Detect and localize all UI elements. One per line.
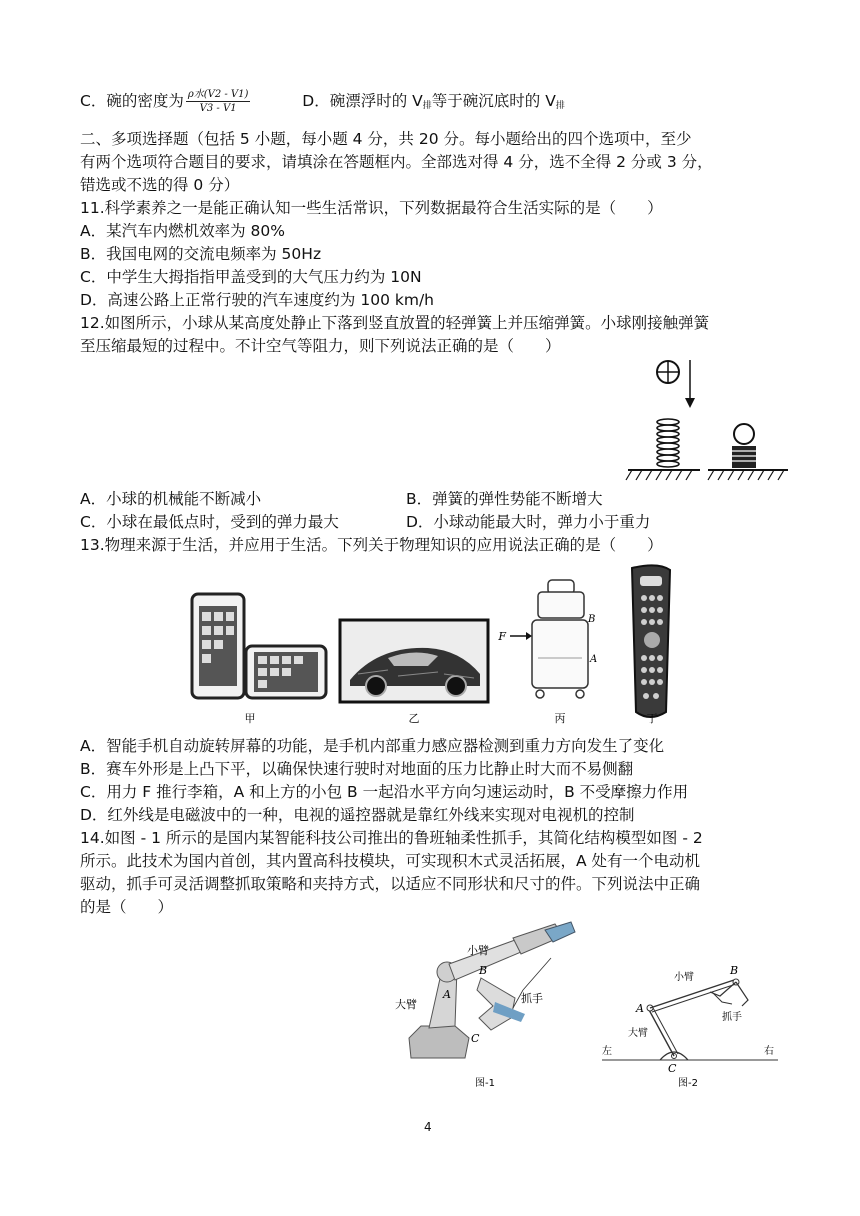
phones-figure <box>192 594 326 698</box>
q10-option-c-d <box>80 88 565 117</box>
fig1-point-b: B <box>479 964 488 977</box>
q12-options-ab <box>80 488 261 510</box>
q13-option-d: D．红外线是电磁波中的一种，电视的遥控器就是靠红外线来实现对电视机的控制 <box>80 806 635 824</box>
section2-heading-line2: 有两个选项符合题目的要求，请填涂在答题框内。全部选对得 4 分，选不全得 2 分或 3 分， <box>80 153 713 171</box>
figure-label-jia: 甲 <box>244 712 256 725</box>
remote-control-figure <box>632 565 670 717</box>
robot-arm-photo-figure <box>395 918 595 1094</box>
q10-option-d-sub1: 排 <box>422 101 432 111</box>
q10-option-d-mid: 等于碗沉底时的 V <box>431 92 556 110</box>
fig2-lower-arm-label: 大臂 <box>628 1028 648 1039</box>
q11-option-b: B．我国电网的交流电频率为 50Hz <box>80 245 322 263</box>
bag-b-label: B <box>588 614 596 625</box>
q11-stem: 11.科学素养之一是能正确认知一些生活常识，下列数据最符合生活实际的是（ ） <box>80 199 663 217</box>
fig1-lower-arm-label: 大臂 <box>395 998 417 1011</box>
fig1-caption: 图-1 <box>475 1078 495 1089</box>
q13-option-a: A．智能手机自动旋转屏幕的功能，是手机内部重力感应器检测到重力方向发生了变化 <box>80 737 665 755</box>
fig1-point-c: C <box>471 1032 480 1045</box>
section2-heading-line3: 错选或不选的得 0 分） <box>80 176 240 194</box>
fig2-gripper-label: 抓手 <box>722 1012 742 1023</box>
race-car-figure <box>340 620 488 702</box>
fig2-upper-arm-label: 小臂 <box>674 972 694 983</box>
fig1-upper-arm-label: 小臂 <box>467 944 489 957</box>
spring-ball-figure <box>622 352 792 484</box>
fig1-gripper-label: 抓手 <box>521 992 543 1005</box>
q11-option-c: C．中学生大拇指指甲盖受到的大气压力约为 10N <box>80 268 422 286</box>
force-f-label: F <box>498 630 506 643</box>
fraction-numerator: ρ水(V2 - V1) <box>187 89 249 100</box>
q11-option-d: D．高速公路上正常行驶的汽车速度约为 100 km/h <box>80 291 434 309</box>
down-arrow-icon <box>685 360 695 408</box>
q12-option-d: D．小球动能最大时，弹力小于重力 <box>406 513 651 531</box>
q12-option-a: A．小球的机械能不断减小 <box>80 490 262 508</box>
fraction-denominator: V3 - V1 <box>199 103 237 114</box>
q12-option-b: B．弹簧的弹性势能不断增大 <box>406 490 603 508</box>
q14-stem-line3: 驱动，抓手可灵活调整抓取策略和夹持方式，以适应不同形状和尺寸的件。下列说法中正确 <box>80 875 701 893</box>
q10-option-d-sub2: 排 <box>555 101 565 111</box>
q11-option-a: A．某汽车内燃机效率为 80% <box>80 222 285 240</box>
fig2-right-label: 右 <box>764 1046 774 1057</box>
fig1-point-a: A <box>443 988 451 1001</box>
q12-stem-line1: 12.如图所示，小球从某高度处静止下落到竖直放置的轻弹簧上并压缩弹簧。小球刚接触弹簧 <box>80 314 710 332</box>
q13-option-c: C．用力 F 推行李箱，A 和上方的小包 B 一起沿水平方向匀速运动时，B 不受摩擦力作用 <box>80 783 689 801</box>
q13-option-b: B．赛车外形是上凸下平，以确保快速行驶时对地面的压力比静止时大而不易侧翻 <box>80 760 634 778</box>
figure-label-ding: 丁 <box>646 712 658 725</box>
suitcase-figure <box>497 580 597 698</box>
figure-label-bing: 丙 <box>554 712 566 725</box>
robot-arm-model-figure <box>598 962 782 1092</box>
q10-option-c-prefix: C．碗的密度为 <box>80 92 184 110</box>
fig2-point-b: B <box>730 964 739 977</box>
suitcase-a-label: A <box>590 654 598 665</box>
fig2-point-a: A <box>636 1002 644 1015</box>
q14-stem-line4: 的是（ ） <box>80 898 174 916</box>
spring-uncompressed <box>657 419 679 467</box>
fig2-point-c: C <box>668 1062 677 1075</box>
fig2-left-label: 左 <box>602 1046 612 1057</box>
spring-compressed <box>732 424 756 468</box>
falling-ball <box>657 361 679 383</box>
fig2-caption: 图-2 <box>678 1078 698 1089</box>
page-number: 4 <box>424 1120 432 1134</box>
q12-option-c: C．小球在最低点时，受到的弹力最大 <box>80 513 339 531</box>
figure-label-yi: 乙 <box>408 712 420 725</box>
q14-stem-line1: 14.如图 - 1 所示的是国内某智能科技公司推出的鲁班轴柔性抓手，其简化结构模型如图 - 2 <box>80 829 703 847</box>
q10-option-d: D．碗漂浮时的 V <box>302 92 423 110</box>
q12-stem-line2: 至压缩最短的过程中。不计空气等阻力，则下列说法正确的是（ ） <box>80 337 561 355</box>
section2-heading-line1: 二、多项选择题（包括 5 小题，每小题 4 分，共 20 分。每小题给出的四个选项中，至少 <box>80 130 692 148</box>
q13-figures <box>188 562 688 730</box>
density-fraction <box>186 88 251 115</box>
q13-stem: 13.物理来源于生活，并应用于生活。下列关于物理知识的应用说法正确的是（ ） <box>80 536 663 554</box>
q14-stem-line2: 所示。此技术为国内首创，其内置高科技模块，可实现积木式灵活拓展，A 处有一个电动机 <box>80 852 701 870</box>
